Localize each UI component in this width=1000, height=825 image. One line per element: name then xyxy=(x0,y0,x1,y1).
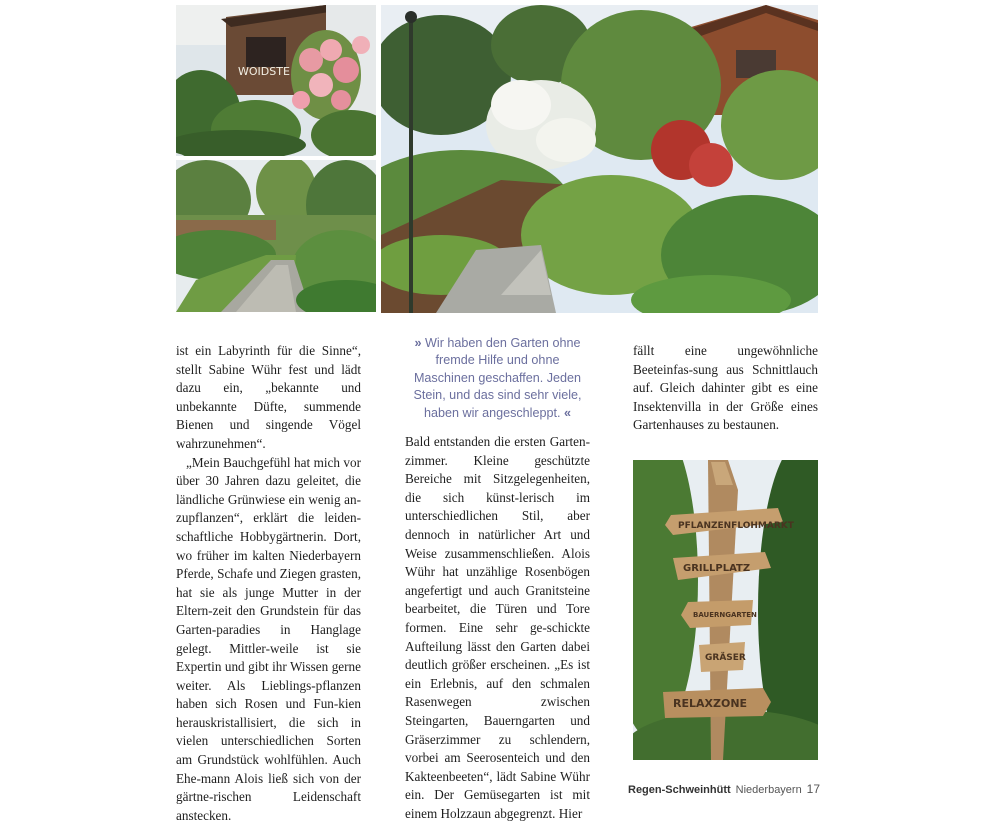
sign-relaxzone: RELAXZONE xyxy=(673,697,748,710)
quote-open-mark: » xyxy=(414,336,422,350)
text-column-right xyxy=(633,342,818,435)
paragraph: Bald entstanden die ersten Garten-zimmer. Kleine geschützte Bereiche mit Sitzgelegenheiten, die sich künst-lerisch im unterschiedlichen Stil, aber dennoch in natürlicher Art und Weise zusammenschließen. Alois Wühr hat unzählige Rosenbögen angefertigt und auch Granitsteine bearbeitet, die Türen und Tore formen. Eine sehr ge-schickte Aufteilung lässt den Garten dabei deutlich größer erscheinen. „Es ist ein Erlebnis, auf den schmalen Rasenwegen zwischen Steingarten, Bauerngarten und Gräserzimmer zu schlendern, vorbei am Seerosenteich und den Kakteenbeeten“, lädt Sabine Wühr ein. Der Gemüsegarten ist mit einem Holzzaun abgegrenzt. Hier xyxy=(405,434,590,821)
sign-grillplatz: GRILLPLATZ xyxy=(683,563,751,574)
photo-garden-house xyxy=(176,5,376,156)
pull-quote-text: Wir haben den Garten ohne fremde Hilfe und ohne Maschinen geschaffen. Jeden Stein, und das sind sehr viele, haben wir angeschleppt. xyxy=(413,336,582,420)
paragraph: ist ein Labyrinth für die Sinne“, stellt Sabine Wühr fest und lädt dazu ein, „bekannte und unbekannte Düfte, summende Bienen und singende Vögel wahrzunehmen“. xyxy=(176,343,361,451)
photo-main-garden xyxy=(381,5,818,313)
quote-close-mark: « xyxy=(564,405,572,420)
sign-bauerngarten: BAUERNGARTEN xyxy=(693,611,757,619)
photo-signpost xyxy=(633,460,818,760)
sign-graeser: GRÄSER xyxy=(705,653,746,663)
footer-region: Niederbayern xyxy=(735,784,802,796)
paragraph: fällt eine ungewöhnliche Beeteinfas-sung aus Schnittlauch auf. Gleich dahinter gibt es eine Insektenvilla in der Größe eines Gartenhauses zu bestaunen. xyxy=(633,343,818,433)
pull-quote xyxy=(405,335,590,422)
footer-place: Regen-Schweinhütt xyxy=(628,784,731,796)
photo-garden-path xyxy=(176,160,376,312)
sign-pflanzenflohmarkt: PFLANZENFLOHMARKT xyxy=(678,521,794,531)
page-footer xyxy=(628,782,820,796)
text-column-left xyxy=(176,342,361,825)
house-sign-text: WOIDSTE xyxy=(238,65,290,78)
text-column-middle xyxy=(405,433,590,823)
page-number: 17 xyxy=(806,782,820,796)
paragraph: „Mein Bauchgefühl hat mich vor über 30 Jahren dazu geleitet, die ländliche Grünwiese ein wenig an-zupflanzen“, erklärt die leiden-schaftliche Hobbygärtnerin. Dort, wo früher im kalten Niederbayern Pferde, Schafe und Ziegen grasten, hat sie als junge Mutter in der Eltern-zeit den Grundstein für das Garten-paradies in Hanglage gelegt. Mittler-weile ist sie Expertin und gibt ihr Wissen gerne weiter. Als Lieblings-pflanzen haben sich Rosen und Fun-kien herauskristallisiert, die sich in vielen unterschiedlichen Sorten am Grundstück wohlfühlen. Auch Ehe-mann Alois ließ sich von der gärtne-rischen Leidenschaft anstecken. xyxy=(176,454,361,823)
